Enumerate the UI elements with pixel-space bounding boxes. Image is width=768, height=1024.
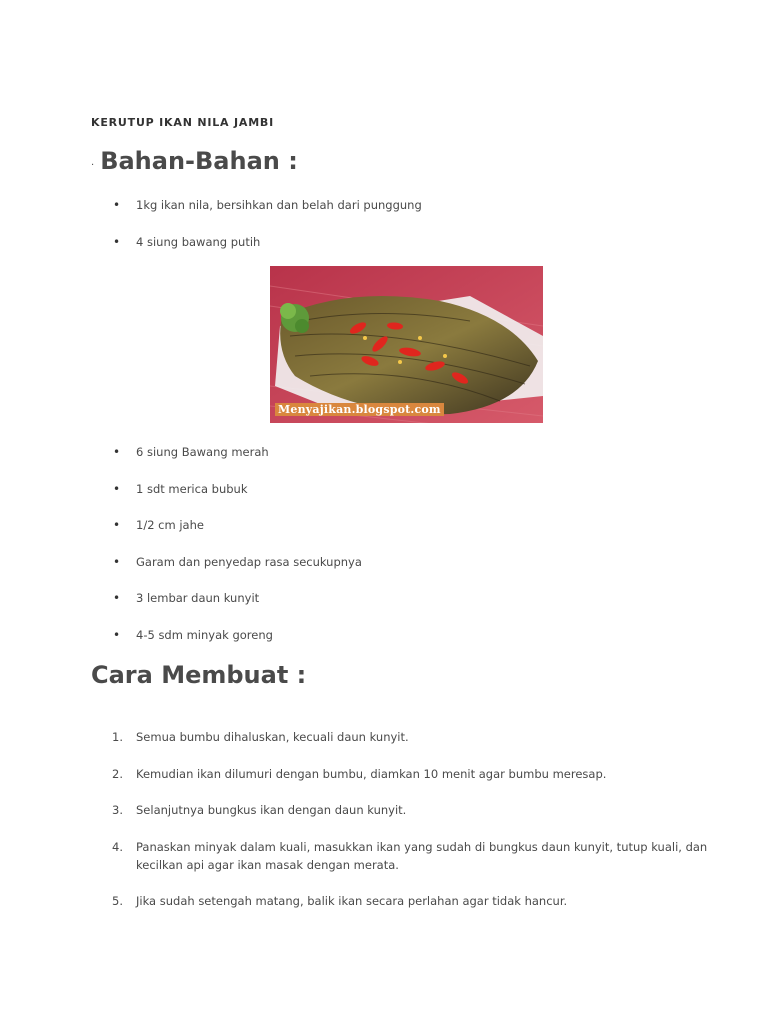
ingredients-list-part1 (113, 197, 422, 270)
step-item (112, 892, 712, 910)
step-item (112, 728, 712, 746)
step-number: 5. (112, 894, 123, 909)
list-item: • 6 siung Bawang merah (113, 444, 362, 481)
list-item: • Garam dan penyedap rasa secukupnya (113, 554, 362, 591)
step-text: Selanjutnya bungkus ikan dengan daun kunyit. (136, 803, 407, 818)
step-item (112, 765, 712, 783)
step-text: Panaskan minyak dalam kuali, masukkan ikan yang sudah di bungkus daun kunyit, tutup kuali, dan kecilkan api agar ikan masak dengan merata. (136, 839, 708, 872)
ingredients-heading (91, 147, 298, 175)
step-number: 4. (112, 839, 123, 854)
ingredients-heading-text: Bahan-Bahan : (100, 147, 298, 175)
step-text: Jika sudah setengah matang, balik ikan secara perlahan agar tidak hancur. (136, 894, 568, 909)
ingredients-list-part2 (113, 444, 362, 664)
list-item: • 4-5 sdm minyak goreng (113, 627, 362, 664)
list-item: • 1kg ikan nila, bersihkan dan belah dari punggung (113, 197, 422, 234)
list-item: • 1/2 cm jahe (113, 517, 362, 554)
step-item (112, 838, 712, 874)
step-number: 2. (112, 766, 123, 781)
step-text: Kemudian ikan dilumuri dengan bumbu, diamkan 10 menit agar bumbu meresap. (136, 766, 607, 781)
steps-heading: Cara Membuat : (91, 661, 307, 689)
list-item: • 4 siung bawang putih (113, 234, 422, 271)
document-title: KERUTUP IKAN NILA JAMBI (91, 116, 275, 129)
heading-prefix-dot: . (91, 156, 95, 168)
step-number: 1. (112, 730, 123, 744)
steps-list (112, 728, 712, 929)
list-item: • 3 lembar daun kunyit (113, 590, 362, 627)
step-text: Semua bumbu dihaluskan, kecuali daun kunyit. (136, 730, 409, 744)
photo-watermark: Menyajikan.blogspot.com (275, 403, 444, 416)
step-item (112, 801, 712, 819)
fish-photo-illustration (270, 266, 543, 423)
list-item: • 1 sdt merica bubuk (113, 481, 362, 518)
step-number: 3. (112, 803, 123, 818)
grilled-fish-photo (270, 266, 543, 423)
